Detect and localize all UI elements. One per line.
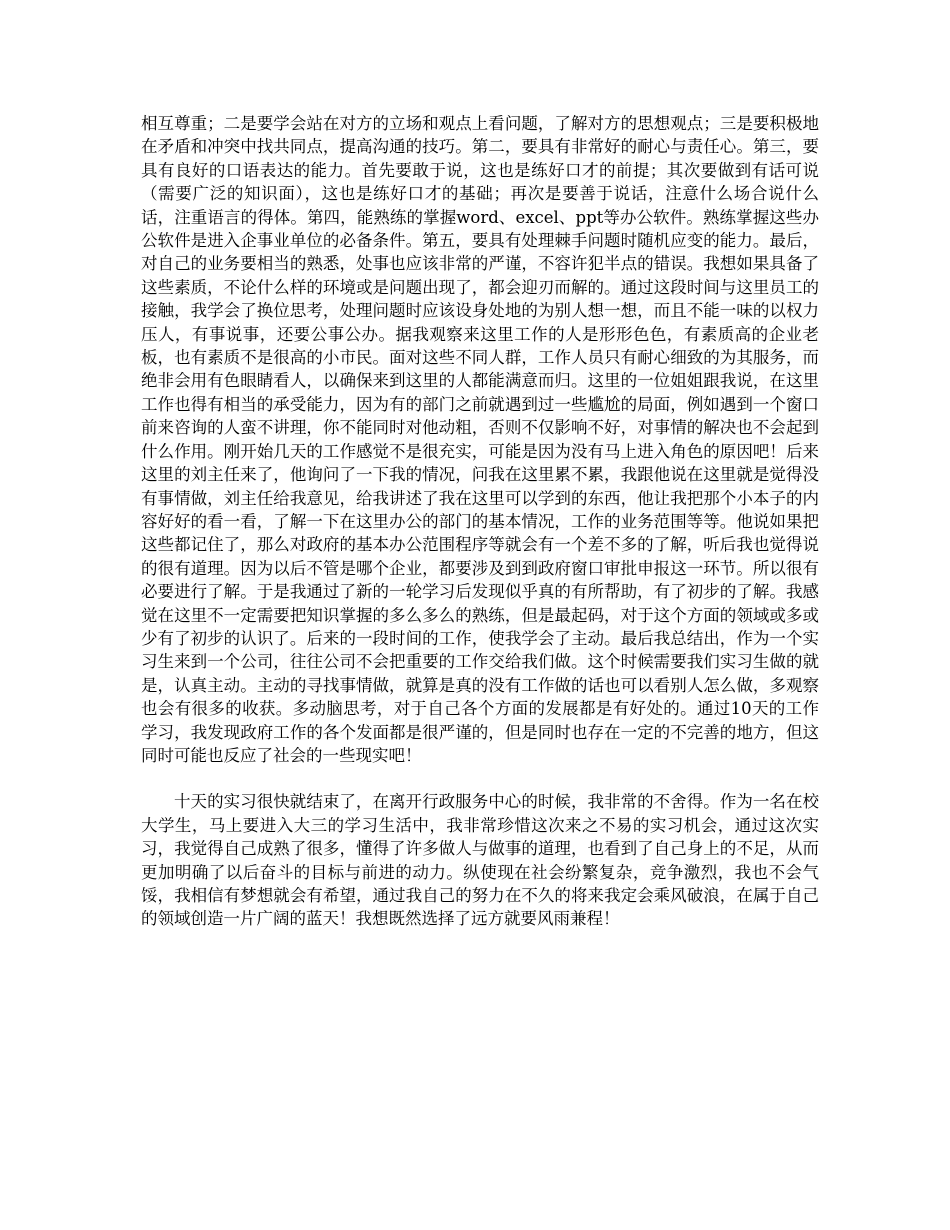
- body-paragraph-1: 相互尊重；二是要学会站在对方的立场和观点上看问题，了解对方的思想观点；三是要积极地在矛盾和冲突中找共同点，提高沟通的技巧。第二，要具有非常好的耐心与责任心。第三，要具有良好的口语表达的能力。首先要敢于说，这也是练好口才的前提；其次要做到有话可说（需要广泛的知识面），这也是练好口才的基础；再次是要善于说话，注意什么场合说什么话，注重语言的得体。第四，能熟练的掌握word、excel、ppt等办公软件。熟练掌握这些办公软件是进入企事业单位的必备条件。第五，要具有处理棘手问题时随机应变的能力。最后，对自己的业务要相当的熟悉，处事也应该非常的严谨，不容许犯半点的错误。我想如果具备了这些素质，不论什么样的环境或是问题出现了，都会迎刃而解的。通过这段时间与这里员工的接触，我学会了换位思考，处理问题时应该设身处地的为别人想一想，而且不能一味的以权力压人，有事说事，还要公事公办。据我观察来这里工作的人是形形色色，有素质高的企业老板，也有素质不是很高的小市民。面对这些不同人群，工作人员只有耐心细致的为其服务，而绝非会用有色眼睛看人，以确保来到这里的人都能满意而归。这里的一位姐姐跟我说，在这里工作也得有相当的承受能力，因为有的部门之前就遇到过一些尴尬的局面，例如遇到一个窗口前来咨询的人蛮不讲理，你不能同时对他动粗，否则不仅影响不好，对事情的解决也不会起到什么作用。刚开始几天的工作感觉不是很充实，可能是因为没有马上进入角色的原因吧！后来这里的刘主任来了，他询问了一下我的情况，问我在这里累不累，我跟他说在这里就是觉得没有事情做，刘主任给我意见，给我讲述了我在这里可以学到的东西，他让我把那个小本子的内容好好的看一看，了解一下在这里办公的部门的基本情况，工作的业务范围等等。他说如果把这些都记住了，那么对政府的基本办公范围程序等就会有一个差不多的了解，听后我也觉得说的很有道理。因为以后不管是哪个企业，都要涉及到到政府窗口审批申报这一环节。所以很有必要进行了解。于是我通过了新的一轮学习后发现似乎真的有所帮助，有了初步的了解。我感觉在这里不一定需要把知识掌握的多么多么的熟练，但是最起码，对于这个方面的领域或多或少有了初步的认识了。后来的一段时间的工作，使我学会了主动。最后我总结出，作为一个实习生来到一个公司，往往公司不会把重要的工作交给我们做。这个时候需要我们实习生做的就是，认真主动。主动的寻找事情做，就算是真的没有工作做的话也可以看别人怎么做，多观察也会有很多的收获。多动脑思考，对于自己各个方面的发展都是有好处的。通过10天的工作学习，我发现政府工作的各个发面都是很严谨的，但是同时也存在一定的不完善的地方，但这同时可能也反应了社会的一些现实吧！: [141, 114, 819, 765]
- body-paragraph-2: 十天的实习很快就结束了，在离开行政服务中心的时候，我非常的不舍得。作为一名在校大学生，马上要进入大三的学习生活中，我非常珍惜这次来之不易的实习机会，通过这次实习，我觉得自己成熟了很多，懂得了许多做人与做事的道理，也看到了自己身上的不足，从而更加明确了以后奋斗的目标与前进的动力。纵使现在社会纷繁复杂，竞争激烈，我也不会气馁，我相信有梦想就会有希望，通过我自己的努力在不久的将来我定会乘风破浪，在属于自己的领域创造一片广阔的蓝天！我想既然选择了远方就要风雨兼程！: [141, 792, 819, 929]
- paragraph-spacer: [141, 767, 819, 790]
- document-page: [141, 112, 819, 931]
